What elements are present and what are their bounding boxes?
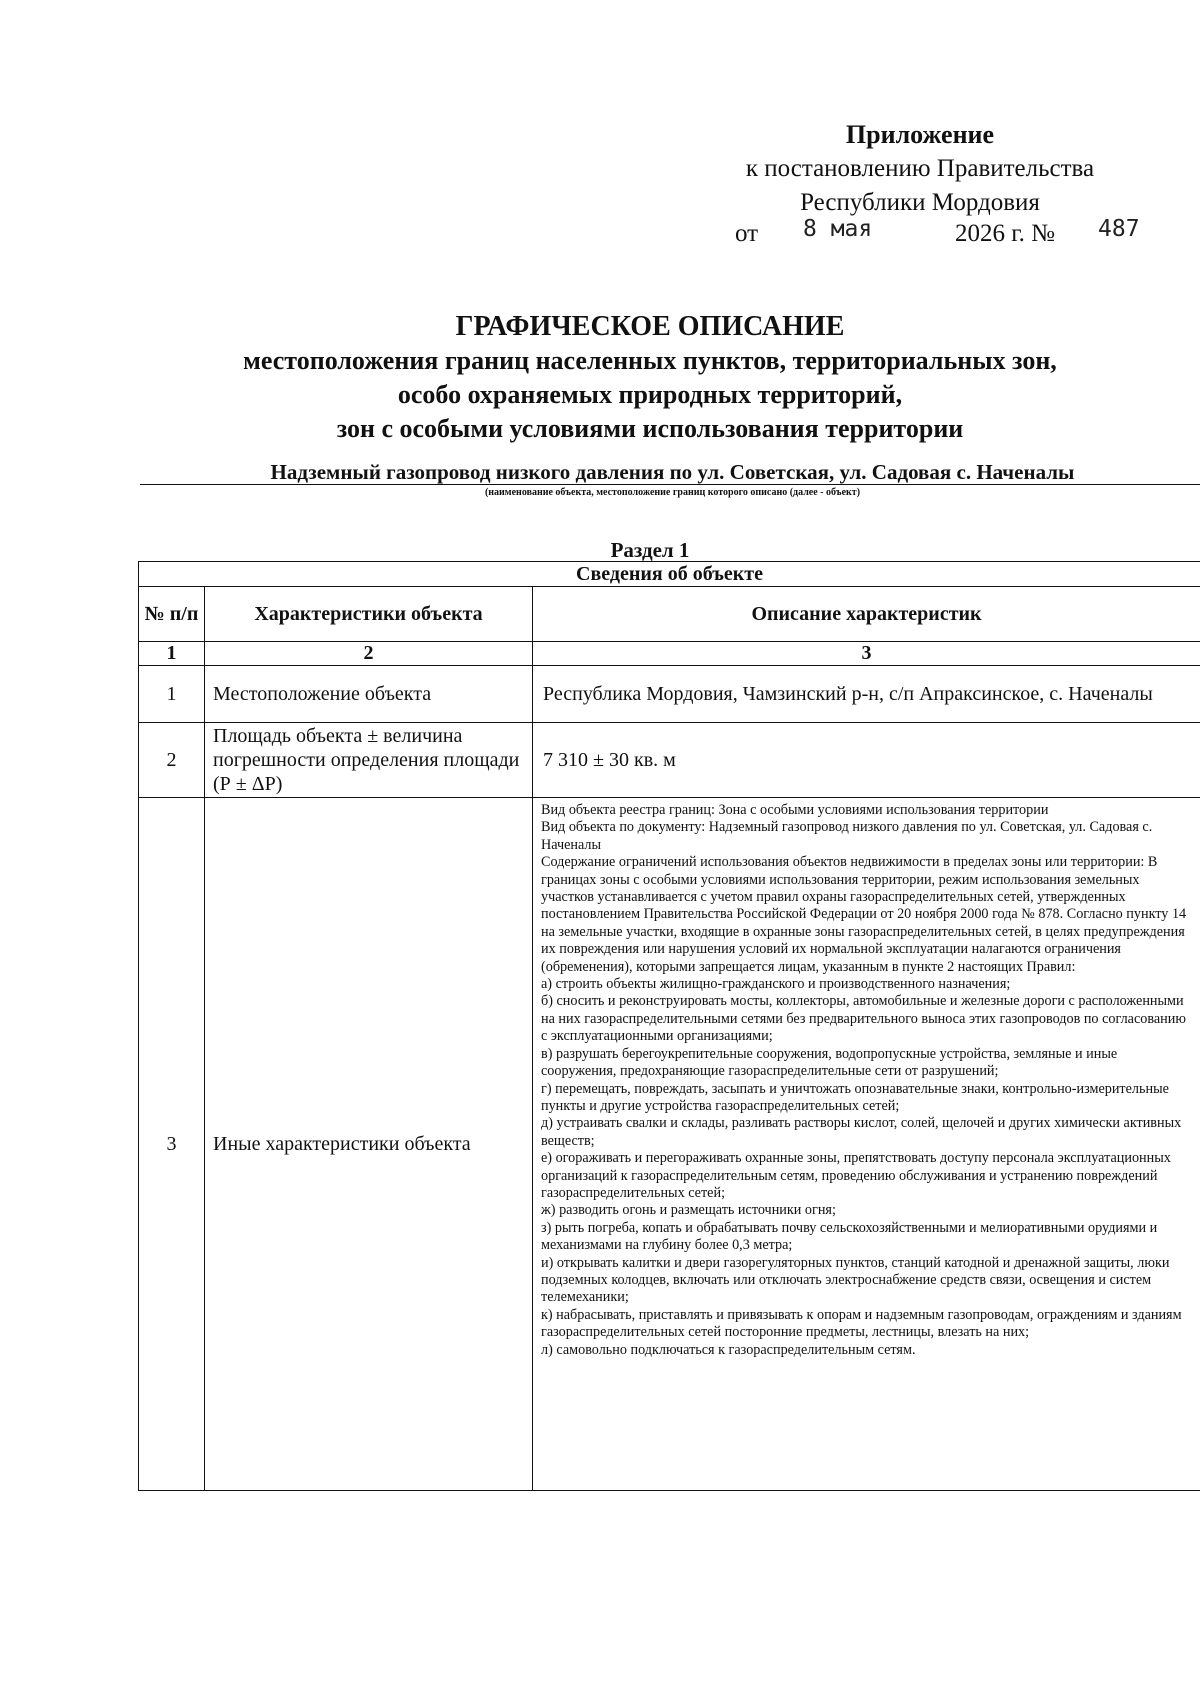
header-number: № п/п [139,587,205,642]
header-description: Описание характеристик [533,587,1200,642]
object-caption: (наименование объекта, местоположение границ которого описано (далее - объект) [484,487,861,498]
row-description: 7 310 ± 30 кв. м [533,723,1200,798]
table-row [139,666,1200,723]
document-subtitle-1: местоположения границ населенных пунктов, территориальных зон, [243,346,1057,375]
document-subtitle-2: особо охраняемых природных территорий, [397,380,903,409]
handwritten-number: 487 [1098,216,1140,242]
table-header-row [139,587,1200,642]
restriction-line: г) перемещать, повреждать, засыпать и уничтожать опознавательные знаки, контрольно-измерительные пункты и другие устройства газораспределительных сетей; [541,1080,1169,1114]
restriction-line: Содержание ограничений использования объектов недвижимости в пределах зоны или территории: В границах зоны с особыми условиями использования территории, режим использования земельных участков устанавливается с учетом правил охраны газораспределительных сетей, утвержденных постановлением Правительства Российской Федерации от 20 ноября 2000 года № 878. Согласно пункту 14 на земельные участки, входящие в охранные зоны газораспределительных сетей, в целях предупреждения их повреждения или нарушения условий их нормальной эксплуатации налагаются ограничения (обременения), которыми запрещается лицам, указанным в пункте 2 настоящих Правил: [541,854,1187,975]
table-row [139,798,1200,1491]
section-title: Раздел 1 [610,538,690,562]
table-caption: Сведения об объекте [139,562,1200,587]
appendix-line-2: Республики Мордовия [800,189,1040,216]
from-label: от [735,220,759,247]
document-title-block [0,310,1200,446]
restriction-line: Вид объекта по документу: Надземный газопровод низкого давления по ул. Советская, ул. Садовая с. Наченалы [541,819,1153,853]
restriction-line: и) открывать калитки и двери газорегуляторных пунктов, станций катодной и дренажной защиты, люки подземных колодцев, включать или отключать электроснабжение средств связи, освещения и систем телемеханики; [541,1254,1170,1306]
restriction-line: ж) разводить огонь и размещать источники огня; [541,1202,836,1219]
restriction-line: д) устраивать свалки и склады, разливать растворы кислот, солей, щелочей и других химически активных веществ; [541,1115,1182,1149]
document-title: ГРАФИЧЕСКОЕ ОПИСАНИЕ [455,311,845,342]
restriction-line: а) строить объекты жилищно-гражданского и производственного назначения; [541,976,1011,993]
object-name: Надземный газопровод низкого давления по ул. Советская, ул. Садовая с. Наченалы [140,460,1200,485]
row-characteristic: Местоположение объекта [205,666,533,723]
row-number: 2 [139,723,205,798]
handwritten-date: 8 мая [803,216,873,242]
restriction-line: б) сносить и реконструировать мосты, коллекторы, автомобильные и железные дороги с расположенными на них газораспределительными сетями без предварительного выноса этих газопроводов по согласованию с эксплуатационными организациями; [541,993,1186,1045]
row-number: 3 [139,798,205,1491]
restriction-line: Вид объекта реестра границ: Зона с особыми условиями использования территории [541,802,1049,818]
table-row [139,723,1200,798]
object-info-table [138,561,1200,1491]
row-description: Республика Мордовия, Чамзинский р-н, с/п Апраксинское, с. Наченалы [533,666,1200,723]
header-characteristic: Характеристики объекта [205,587,533,642]
restriction-line: в) разрушать берегоукрепительные сооружения, водопропускные устройства, земляные и иные сооружения, предохраняющие газораспределительные сети от разрушений; [541,1045,1118,1080]
date-line [735,218,1155,252]
appendix-block [690,118,1150,220]
table-caption-row [139,562,1200,587]
restriction-line: з) рыть погреба, копать и обрабатывать почву сельскохозяйственными и мелиоративными орудиями и механизмами на глубину более 0,3 метра; [541,1219,1158,1254]
appendix-line-1: к постановлению Правительства [745,155,1095,182]
row-characteristic: Площадь объекта ± величина погрешности определения площади (Р ± ΔР) [205,723,533,798]
restriction-line: л) самовольно подключаться к газораспределительным сетям. [541,1341,916,1358]
row-characteristic: Иные характеристики объекта [205,798,533,1491]
column-number-row [139,642,1200,666]
column-number-2: 2 [205,642,533,666]
row-description [533,798,1200,1491]
column-number-3: 3 [533,642,1200,666]
appendix-title: Приложение [845,120,995,149]
row-number: 1 [139,666,205,723]
year-label: 2026 г. № [955,220,1056,247]
column-number-1: 1 [139,642,205,666]
document-subtitle-3: зон с особыми условиями использования территории [336,414,964,443]
restriction-line: е) огораживать и перегораживать охранные зоны, препятствовать доступу персонала эксплуатационных организаций к газораспределительным сетям, проведению обслуживания и устранению повреждений газораспределительных сетей; [541,1150,1171,1201]
restriction-line: к) набрасывать, приставлять и привязывать к опорам и надземным газопроводам, ограждениям и зданиям газораспределительных сетей посторонние предметы, лестницы, влезать на них; [541,1306,1182,1341]
